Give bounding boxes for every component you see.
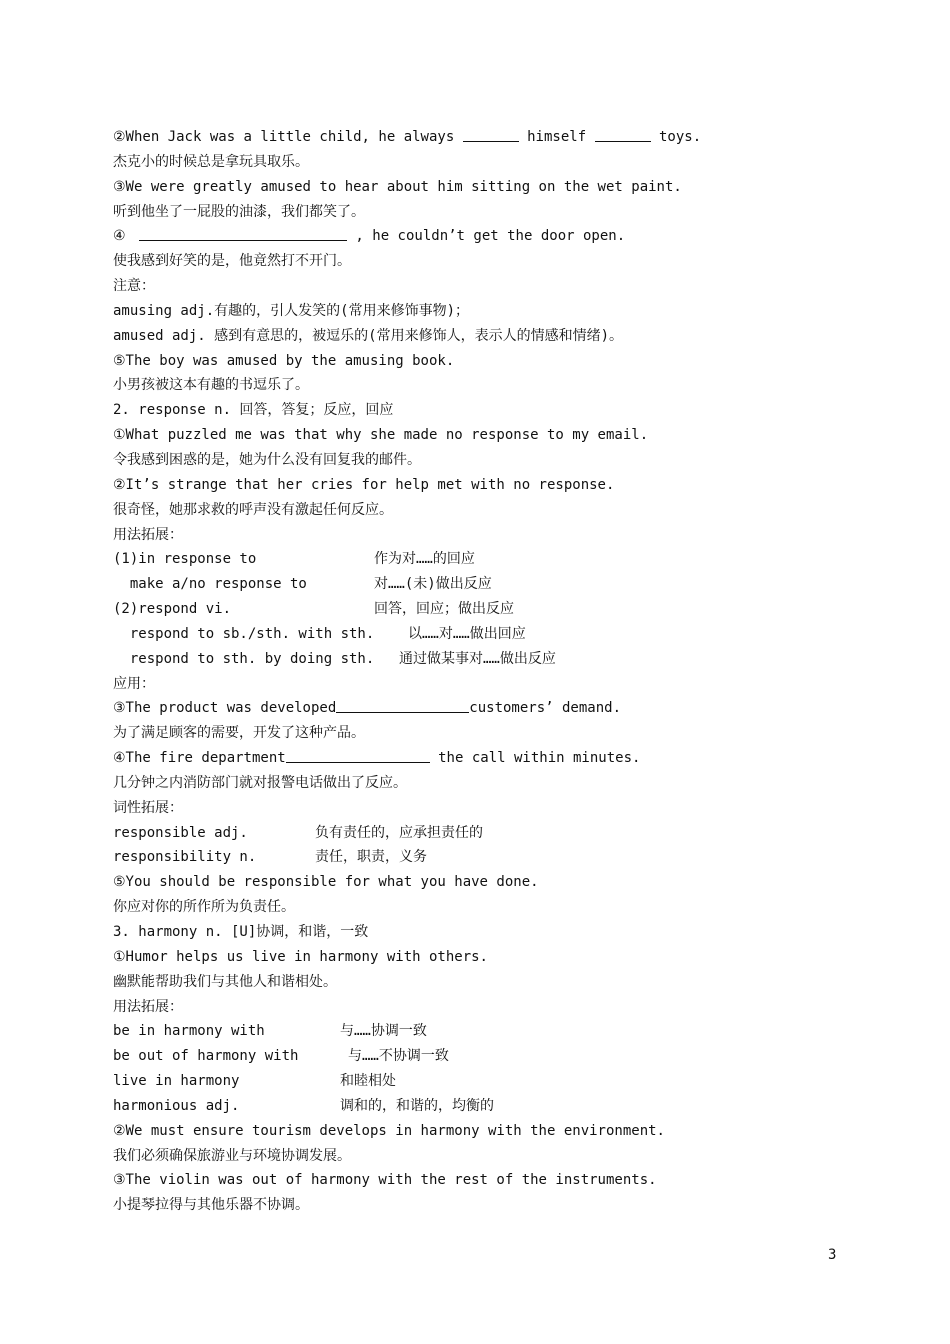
document-body <box>113 125 873 1218</box>
translation-line: 使我感到好笑的是，他竟然打不开门。 <box>113 253 351 270</box>
example-line: ③The violin was out of harmony with the rest of the instruments. <box>113 1172 657 1189</box>
translation-line: 很奇怪，她那求救的呼声没有激起任何反应。 <box>113 501 393 518</box>
fill-in-blank[interactable] <box>595 127 651 142</box>
section-label: 注意： <box>113 278 155 295</box>
usage-line: be out of harmony with 与……不协调一致 <box>113 1048 449 1065</box>
usage-line: harmonious adj. 调和的，和谐的，均衡的 <box>113 1097 494 1114</box>
section-label: 应用： <box>113 675 155 692</box>
usage-line: live in harmony 和睦相处 <box>113 1073 396 1090</box>
section-label: 词性拓展： <box>113 799 183 816</box>
fill-in-blank[interactable] <box>286 748 430 763</box>
usage-line: responsible adj. 负有责任的，应承担责任的 <box>113 824 483 841</box>
translation-line: 幽默能帮助我们与其他人和谐相处。 <box>113 973 337 990</box>
usage-line: (1)in response to 作为对……的回应 <box>113 551 475 568</box>
translation-line: 听到他坐了一屁股的油漆，我们都笑了。 <box>113 203 365 220</box>
example-line: ②We must ensure tourism develops in harmony with the environment. <box>113 1122 665 1139</box>
translation-line: 小男孩被这本有趣的书逗乐了。 <box>113 377 309 394</box>
translation-line: 几分钟之内消防部门就对报警电话做出了反应。 <box>113 774 407 791</box>
fill-in-blank[interactable] <box>463 127 519 142</box>
usage-line: respond to sth. by doing sth. 通过做某事对……做出反应 <box>113 650 556 667</box>
example-line: ①What puzzled me was that why she made no response to my email. <box>113 427 649 444</box>
example-line: ③We were greatly amused to hear about him sitting on the wet paint. <box>113 178 682 195</box>
usage-line: respond to sb./sth. with sth. 以……对……做出回应 <box>113 625 526 642</box>
example-line: ⑤The boy was amused by the amusing book. <box>113 352 455 369</box>
fill-in-blank[interactable] <box>336 698 469 713</box>
note-line: amusing adj.有趣的，引人发笑的(常用来修饰事物)； <box>113 302 470 319</box>
usage-line: be in harmony with 与……协调一致 <box>113 1023 427 1040</box>
example-line: ⑤You should be responsible for what you have done. <box>113 874 539 891</box>
section-label: 用法拓展： <box>113 998 183 1015</box>
usage-line: responsibility n. 责任，职责，义务 <box>113 849 427 866</box>
example-line: ①Humor helps us live in harmony with others. <box>113 948 488 965</box>
example-line: ④ , he couldn’t get the door open. <box>113 228 626 245</box>
translation-line: 杰克小的时候总是拿玩具取乐。 <box>113 153 309 170</box>
example-line: ②When Jack was a little child, he always himself toys. <box>113 129 702 145</box>
fill-in-blank[interactable] <box>139 226 347 241</box>
translation-line: 我们必须确保旅游业与环境协调发展。 <box>113 1147 351 1164</box>
entry-heading: 3. harmony n. [U]协调，和谐，一致 <box>113 924 369 940</box>
section-label: 用法拓展： <box>113 526 183 543</box>
translation-line: 小提琴拉得与其他乐器不协调。 <box>113 1197 309 1214</box>
note-line: amused adj. 感到有意思的，被逗乐的(常用来修饰人，表示人的情感和情绪)。 <box>113 327 624 344</box>
usage-line: (2)respond vi. 回答，回应；做出反应 <box>113 601 514 618</box>
example-line: ④The fire department the call within minutes. <box>113 750 641 767</box>
translation-line: 令我感到困惑的是，她为什么没有回复我的邮件。 <box>113 451 421 468</box>
entry-heading: 2. response n. 回答，答复；反应，回应 <box>113 402 394 419</box>
translation-line: 为了满足顾客的需要，开发了这种产品。 <box>113 725 365 742</box>
example-line: ③The product was developed customers’ demand. <box>113 700 621 717</box>
usage-line: make a/no response to 对……(未)做出反应 <box>113 576 492 593</box>
page-number: 3 <box>828 1247 837 1263</box>
translation-line: 你应对你的所作所为负责任。 <box>113 899 295 916</box>
example-line: ②It’s strange that her cries for help met with no response. <box>113 476 615 493</box>
